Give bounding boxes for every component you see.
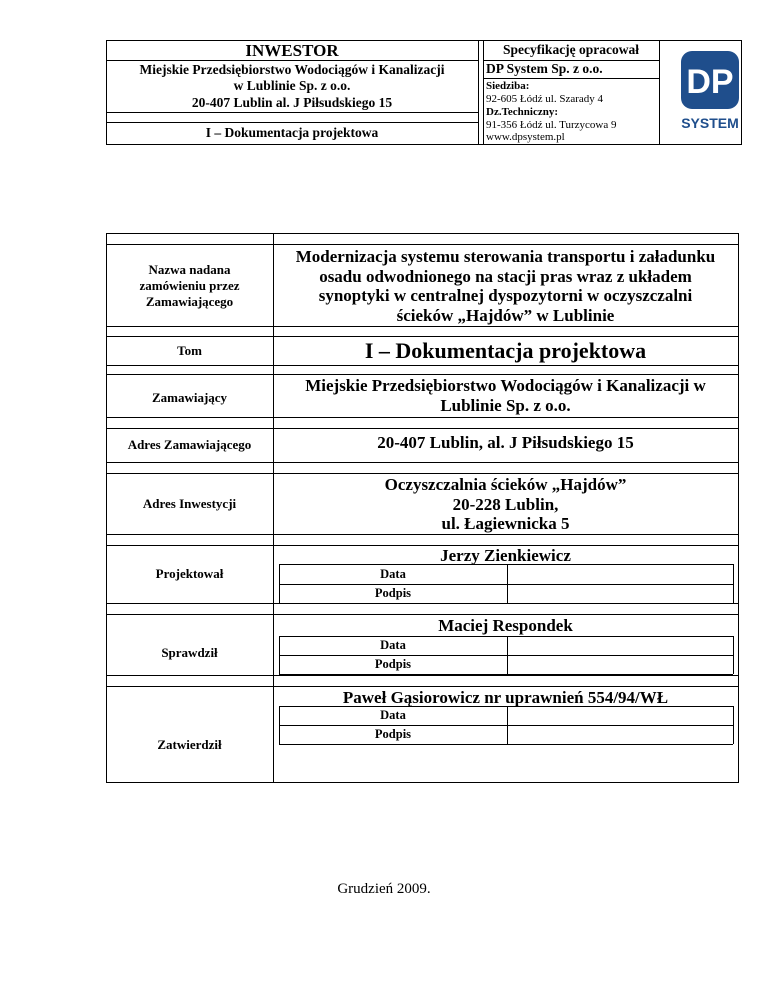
tech-address: 91-356 Łódź ul. Turzycowa 9 <box>486 119 617 131</box>
header-row-line <box>483 78 659 79</box>
order-label-line1: Nazwa nadana <box>148 262 231 277</box>
row-line <box>106 326 739 327</box>
row-line <box>106 428 739 429</box>
tech-label: Dz.Techniczny: <box>486 106 559 118</box>
header-divider-1 <box>478 40 479 144</box>
order-label-line2: zamówieniu przez <box>139 278 240 293</box>
investor-name-line2: w Lublinie Sp. z o.o. <box>233 78 351 93</box>
row-line <box>106 244 739 245</box>
row-line <box>106 473 739 474</box>
tom-label: Tom <box>177 343 202 358</box>
dp-system-logo <box>675 47 745 137</box>
sig-line <box>279 655 733 656</box>
sig-line <box>733 564 734 603</box>
row-line <box>106 365 739 366</box>
sig-line <box>507 636 508 674</box>
investment-value-line2: 20-228 Lublin, <box>452 494 559 514</box>
logo-letters: DP <box>686 63 734 101</box>
sig-line <box>279 584 733 585</box>
seat-label: Siedziba: <box>486 80 530 92</box>
doc-part-label: I – Dokumentacja projektowa <box>205 125 379 140</box>
checked-label: Sprawdził <box>161 645 218 660</box>
client-address-value: 20-407 Lublin, al. J Piłsudskiego 15 <box>377 433 634 452</box>
order-value-line1: Modernizacja systemu sterowania transportu i załadunku <box>295 247 716 266</box>
row-line <box>106 534 739 535</box>
header-row-line <box>106 112 478 113</box>
seat-address: 92-605 Łódź ul. Szarady 4 <box>486 93 603 105</box>
document-date: Grudzień 2009. <box>337 881 431 897</box>
order-value-line3: synoptyki w centralnej dyspozytorni w oczyszczalni <box>318 286 693 305</box>
checked-sign-label: Podpis <box>374 657 412 671</box>
sig-line <box>507 564 508 603</box>
approved-sign-label: Podpis <box>374 727 412 741</box>
investment-value-line3: ul. Łagiewnicka 5 <box>441 514 570 533</box>
approved-date-label: Data <box>380 708 406 722</box>
sig-line <box>279 603 733 604</box>
client-value <box>273 376 738 416</box>
sig-line <box>279 706 733 707</box>
row-line <box>106 233 739 234</box>
designed-date-label: Data <box>380 567 406 581</box>
client-value-line1: Miejskie Przedsiębiorstwo Wodociągów i Kanalizacji w <box>305 376 706 395</box>
row-line <box>106 614 739 615</box>
approved-name: Paweł Gąsiorowicz nr uprawnień 554/94/WŁ <box>342 688 669 707</box>
header-row-line <box>106 122 478 123</box>
investor-name-line1: Miejskie Przedsiębiorstwo Wodociągów i Kanalizacji <box>139 62 445 77</box>
sig-line <box>279 636 733 637</box>
row-line <box>106 417 739 418</box>
order-value <box>273 247 738 325</box>
header-border-bottom <box>106 144 742 145</box>
row-line <box>106 686 739 687</box>
header-divider-3 <box>659 40 660 144</box>
sig-line <box>507 706 508 744</box>
client-address-label: Adres Zamawiającego <box>127 437 252 452</box>
sig-line <box>733 706 734 744</box>
checked-date-label: Data <box>380 638 406 652</box>
website-link[interactable]: www.dpsystem.pl <box>486 131 565 143</box>
approved-label: Zatwierdził <box>157 737 222 752</box>
client-value-line2: Lublinie Sp. z o.o. <box>440 396 571 415</box>
checked-name: Maciej Respondek <box>438 616 573 635</box>
order-label <box>106 262 273 310</box>
row-line <box>106 374 739 375</box>
sig-line <box>279 744 733 745</box>
row-line <box>106 675 739 676</box>
logo-wordmark: SYSTEM <box>681 115 739 131</box>
company-name: DP System Sp. z o.o. <box>486 61 603 76</box>
designed-sign-label: Podpis <box>374 586 412 600</box>
investment-value <box>273 475 738 534</box>
row-line <box>106 336 739 337</box>
order-value-line4: ścieków „Hajdów” w Lublinie <box>396 305 615 325</box>
investment-label: Adres Inwestycji <box>142 496 237 511</box>
sig-line <box>279 564 733 565</box>
sig-line <box>733 636 734 674</box>
designed-label: Projektował <box>155 566 224 581</box>
row-line <box>106 782 739 783</box>
investor-address: 20-407 Lublin al. J Piłsudskiego 15 <box>191 95 393 110</box>
designed-name: Jerzy Zienkiewicz <box>440 546 571 565</box>
investment-value-line1: Oczyszczalnia ścieków „Hajdów” <box>384 475 627 494</box>
tom-value: I – Dokumentacja projektowa <box>364 338 647 363</box>
order-label-line3: Zamawiającego <box>145 294 234 309</box>
sig-line <box>279 674 733 675</box>
client-label: Zamawiający <box>151 390 228 405</box>
spec-title: Specyfikację opracował <box>502 42 640 57</box>
main-border-right <box>738 233 739 783</box>
sig-line <box>279 725 733 726</box>
dp-logo-icon <box>675 47 745 137</box>
investor-title: INWESTOR <box>245 41 339 60</box>
row-line <box>106 462 739 463</box>
order-value-line2: osadu odwodnionego na stacji pras wraz z układem <box>319 266 692 286</box>
